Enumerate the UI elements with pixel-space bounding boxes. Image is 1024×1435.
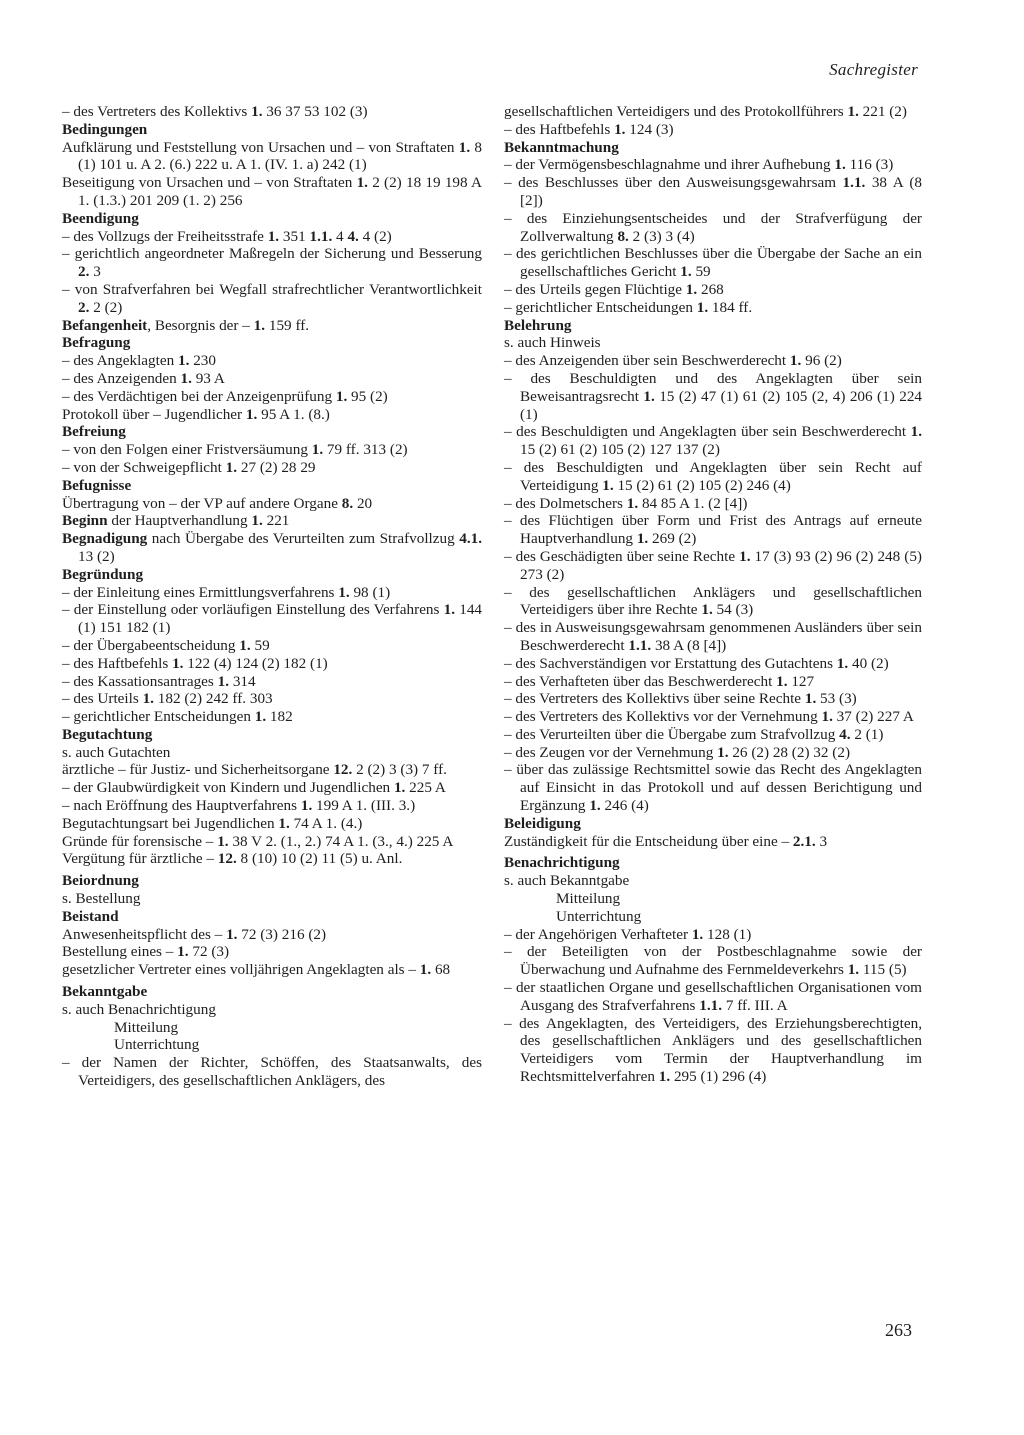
index-entry: gesetzlicher Vertreter eines volljährigen Angeklagten als – 1. 68 — [62, 961, 451, 979]
index-entry: Vergütung für ärztliche – 12. 8 (10) 10 (2) 11 (5) u. Anl. — [62, 850, 403, 868]
index-subentry: – des Beschuldigten und Angeklagten über sein Beschwerderecht 1. 15 (2) 61 (2) 105 (2) 127 137 (2) — [504, 423, 922, 459]
index-entry: Begnadigung nach Übergabe des Verurteilten zum Strafvollzug 4.1. 13 (2) — [62, 530, 482, 565]
index-entry: Zuständigkeit für die Entscheidung über eine – 2.1. 3 — [504, 832, 828, 850]
index-cross-reference: Unterrichtung — [556, 907, 642, 925]
index-entry: ärztliche – für Justiz- und Sicherheitsorgane 12. 2 (2) 3 (3) 7 ff. — [62, 761, 447, 779]
index-subentry: – des Sachverständigen vor Erstattung des Gutachtens 1. 40 (2) — [504, 654, 889, 672]
index-subentry: – der Übergabeentscheidung 1. 59 — [62, 636, 270, 654]
index-entry: s. auch Gutachten — [62, 743, 171, 761]
index-entry: Beseitigung von Ursachen und – von Straftaten 1. 2 (2) 18 19 198 A 1. (1.3.) 201 209 (1. 2) 256 — [62, 174, 482, 209]
index-headword: Beiordnung — [62, 872, 139, 890]
index-subentry: – des Verhafteten über das Beschwerderecht 1. 127 — [504, 672, 815, 690]
index-subentry: – der Vermögensbeschlagnahme und ihrer Aufhebung 1. 116 (3) — [504, 156, 894, 174]
index-subentry: – des Vertreters des Kollektivs 1. 36 37 53 102 (3) — [62, 103, 368, 120]
index-subentry: – des Einziehungsentscheides und der Strafverfügung der Zollverwaltung 8. 2 (3) 3 (4) — [504, 209, 922, 245]
index-subentry: – der Beteiligten von der Postbeschlagnahme sowie der Überwachung und Aufnahme des Fernmeldeverkehrs 1. 115 (5) — [504, 943, 922, 979]
index-subentry: – des Anzeigenden über sein Beschwerderecht 1. 96 (2) — [504, 352, 842, 370]
page-number: 263 — [885, 1320, 912, 1340]
index-headword: Benachrichtigung — [504, 854, 620, 872]
index-entry: Übertragung von – der VP auf andere Organe 8. 20 — [62, 494, 373, 512]
index-subentry: – des in Ausweisungsgewahrsam genommenen Ausländers über sein Beschwerderecht 1.1. 38 A (8 [4]) — [504, 619, 922, 654]
index-entry: Begutachtungsart bei Jugendlichen 1. 74 A 1. (4.) — [62, 814, 363, 832]
index-subentry: – des gerichtlichen Beschlusses über die Übergabe der Sache an ein gesellschaftliches Gericht 1. 59 — [504, 245, 922, 281]
index-subentry: – des Flüchtigen über Form und Frist des Antrags auf erneute Hauptverhandlung 1. 269 (2) — [504, 512, 922, 548]
index-subentry: – des Geschädigten über seine Rechte 1. 17 (3) 93 (2) 96 (2) 248 (5) 273 (2) — [504, 547, 922, 583]
index-subentry: – des Anzeigenden 1. 93 A — [62, 369, 225, 387]
index-headword: Begründung — [62, 565, 144, 583]
index-subentry: – des Haftbefehls 1. 124 (3) — [504, 120, 674, 138]
index-entry: Befangenheit, Besorgnis der – 1. 159 ff. — [62, 316, 310, 334]
index-subentry: – des Urteils 1. 182 (2) 242 ff. 303 — [62, 690, 273, 708]
index-subentry: – des Kassationsantrages 1. 314 — [62, 672, 256, 690]
index-subentry: – der Glaubwürdigkeit von Kindern und Jugendlichen 1. 225 A — [62, 779, 446, 797]
index-entry: Anwesenheitspflicht des – 1. 72 (3) 216 (2) — [62, 925, 327, 943]
index-headword: Beistand — [62, 907, 119, 925]
index-headword: Beleidigung — [504, 814, 581, 832]
index-entry: Bestellung eines – 1. 72 (3) — [62, 943, 230, 961]
index-cross-reference: Unterrichtung — [114, 1036, 200, 1054]
index-subentry: – des Verurteilten über die Übergabe zum Strafvollzug 4. 2 (1) — [504, 725, 884, 743]
index-subentry: – nach Eröffnung des Hauptverfahrens 1. 199 A 1. (III. 3.) — [62, 797, 416, 815]
index-cross-reference: Mitteilung — [556, 890, 621, 908]
index-subentry: – des Verdächtigen bei der Anzeigenprüfung 1. 95 (2) — [62, 387, 388, 405]
index-subentry: – der Angehörigen Verhafteter 1. 128 (1) — [504, 925, 752, 943]
index-subentry: – des Vertreters des Kollektivs über seine Rechte 1. 53 (3) — [504, 690, 857, 708]
index-subentry: – des gesellschaftlichen Anklägers und gesellschaftlichen Verteidigers über ihre Rechte 1. 54 (3) — [504, 583, 922, 619]
index-column-left — [62, 103, 482, 1090]
index-subentry: – des Zeugen vor der Vernehmung 1. 26 (2) 28 (2) 32 (2) — [504, 743, 851, 761]
index-subentry: – der Namen der Richter, Schöffen, des Staatsanwalts, des Verteidigers, des gesellschaftlichen Anklägers, des — [62, 1054, 482, 1090]
index-subentry: – des Vollzugs der Freiheitsstrafe 1. 351 1.1. 4 4. 4 (2) — [62, 227, 392, 245]
index-subentry: – gerichtlich angeordneter Maßregeln der Sicherung und Besserung 2. 3 — [62, 245, 482, 281]
index-entry: s. auch Hinweis — [504, 334, 601, 352]
index-subentry: – des Vertreters des Kollektivs vor der Vernehmung 1. 37 (2) 227 A — [504, 708, 914, 726]
index-subentry: – gerichtlicher Entscheidungen 1. 182 — [62, 708, 293, 726]
index-entry: s. auch Bekanntgabe — [504, 872, 630, 890]
index-entry: Beginn der Hauptverhandlung 1. 221 — [62, 512, 290, 530]
index-headword: Bedingungen — [62, 120, 148, 138]
index-entry: Gründe für forensische – 1. 38 V 2. (1., 2.) 74 A 1. (3., 4.) 225 A — [62, 832, 454, 850]
index-subentry: – von Strafverfahren bei Wegfall strafrechtlicher Verantwortlichkeit 2. 2 (2) — [62, 280, 482, 316]
index-subentry: – des Beschuldigten und Angeklagten über sein Recht auf Verteidigung 1. 15 (2) 61 (2) 105 (2) 246 (4) — [504, 458, 922, 494]
index-headword: Bekanntgabe — [62, 983, 148, 1001]
index-column-right — [504, 103, 922, 1086]
index-entry: Protokoll über – Jugendlicher 1. 95 A 1. (8.) — [62, 405, 330, 423]
index-subentry: – der Einleitung eines Ermittlungsverfahrens 1. 98 (1) — [62, 583, 391, 601]
index-headword: Beendigung — [62, 209, 139, 227]
index-headword: Begutachtung — [62, 725, 153, 743]
page-header: Sachregister — [829, 60, 918, 79]
index-headword: Bekanntmachung — [504, 138, 619, 156]
index-subentry: – über das zulässige Rechtsmittel sowie das Recht des Angeklagten auf Einsicht in das Protokoll und auf dessen Berichtigung und Ergänzung 1. 246 (4) — [504, 761, 922, 815]
index-subentry: – des Urteils gegen Flüchtige 1. 268 — [504, 280, 724, 298]
index-entry: s. Bestellung — [62, 890, 141, 908]
index-subentry: – des Dolmetschers 1. 84 85 A 1. (2 [4]) — [504, 494, 748, 512]
index-headword: Befreiung — [62, 423, 126, 441]
index-subentry: – der Einstellung oder vorläufigen Einstellung des Verfahrens 1. 144 (1) 151 182 (1) — [62, 601, 483, 637]
index-subentry: – des Beschlusses über den Ausweisungsgewahrsam 1.1. 38 A (8 [2]) — [504, 174, 922, 209]
index-subentry: – des Haftbefehls 1. 122 (4) 124 (2) 182 (1) — [62, 654, 328, 672]
index-continuation: gesellschaftlichen Verteidigers und des Protokollführers 1. 221 (2) — [504, 103, 907, 120]
index-cross-reference: Mitteilung — [114, 1018, 179, 1036]
index-headword: Befugnisse — [62, 476, 132, 494]
index-subentry: – von den Folgen einer Fristversäumung 1. 79 ff. 313 (2) — [62, 441, 408, 459]
index-subentry: – des Angeklagten, des Verteidigers, des Erziehungsberechtigten, des gesellschaftlichen Anklägers und des gesellschaftlichen Verteidigers vom Termin der Hauptverhandlung im Rechtsmittelverfahren 1. 295 (1) 296 (4) — [504, 1014, 922, 1086]
index-subentry: – des Beschuldigten und des Angeklagten über sein Beweisantragsrecht 1. 15 (2) 47 (1) 61 (2) 105 (2, 4) 206 (1) 224 (1) — [504, 369, 923, 423]
index-headword: Belehrung — [504, 316, 572, 334]
index-subentry: – gerichtlicher Entscheidungen 1. 184 ff. — [504, 298, 753, 316]
index-subentry: – der staatlichen Organe und gesellschaftlichen Organisationen vom Ausgang des Strafverfahrens 1.1. 7 ff. III. A — [504, 979, 922, 1014]
index-entry: Aufklärung und Feststellung von Ursachen und – von Straftaten 1. 8 (1) 101 u. A 2. (6.) 222 u. A 1. (IV. 1. a) 242 (1) — [62, 138, 482, 174]
index-subentry: – des Angeklagten 1. 230 — [62, 352, 216, 370]
index-headword: Befragung — [62, 334, 131, 352]
index-entry: s. auch Benachrichtigung — [62, 1000, 216, 1018]
index-subentry: – von der Schweigepflicht 1. 27 (2) 28 29 — [62, 458, 316, 476]
